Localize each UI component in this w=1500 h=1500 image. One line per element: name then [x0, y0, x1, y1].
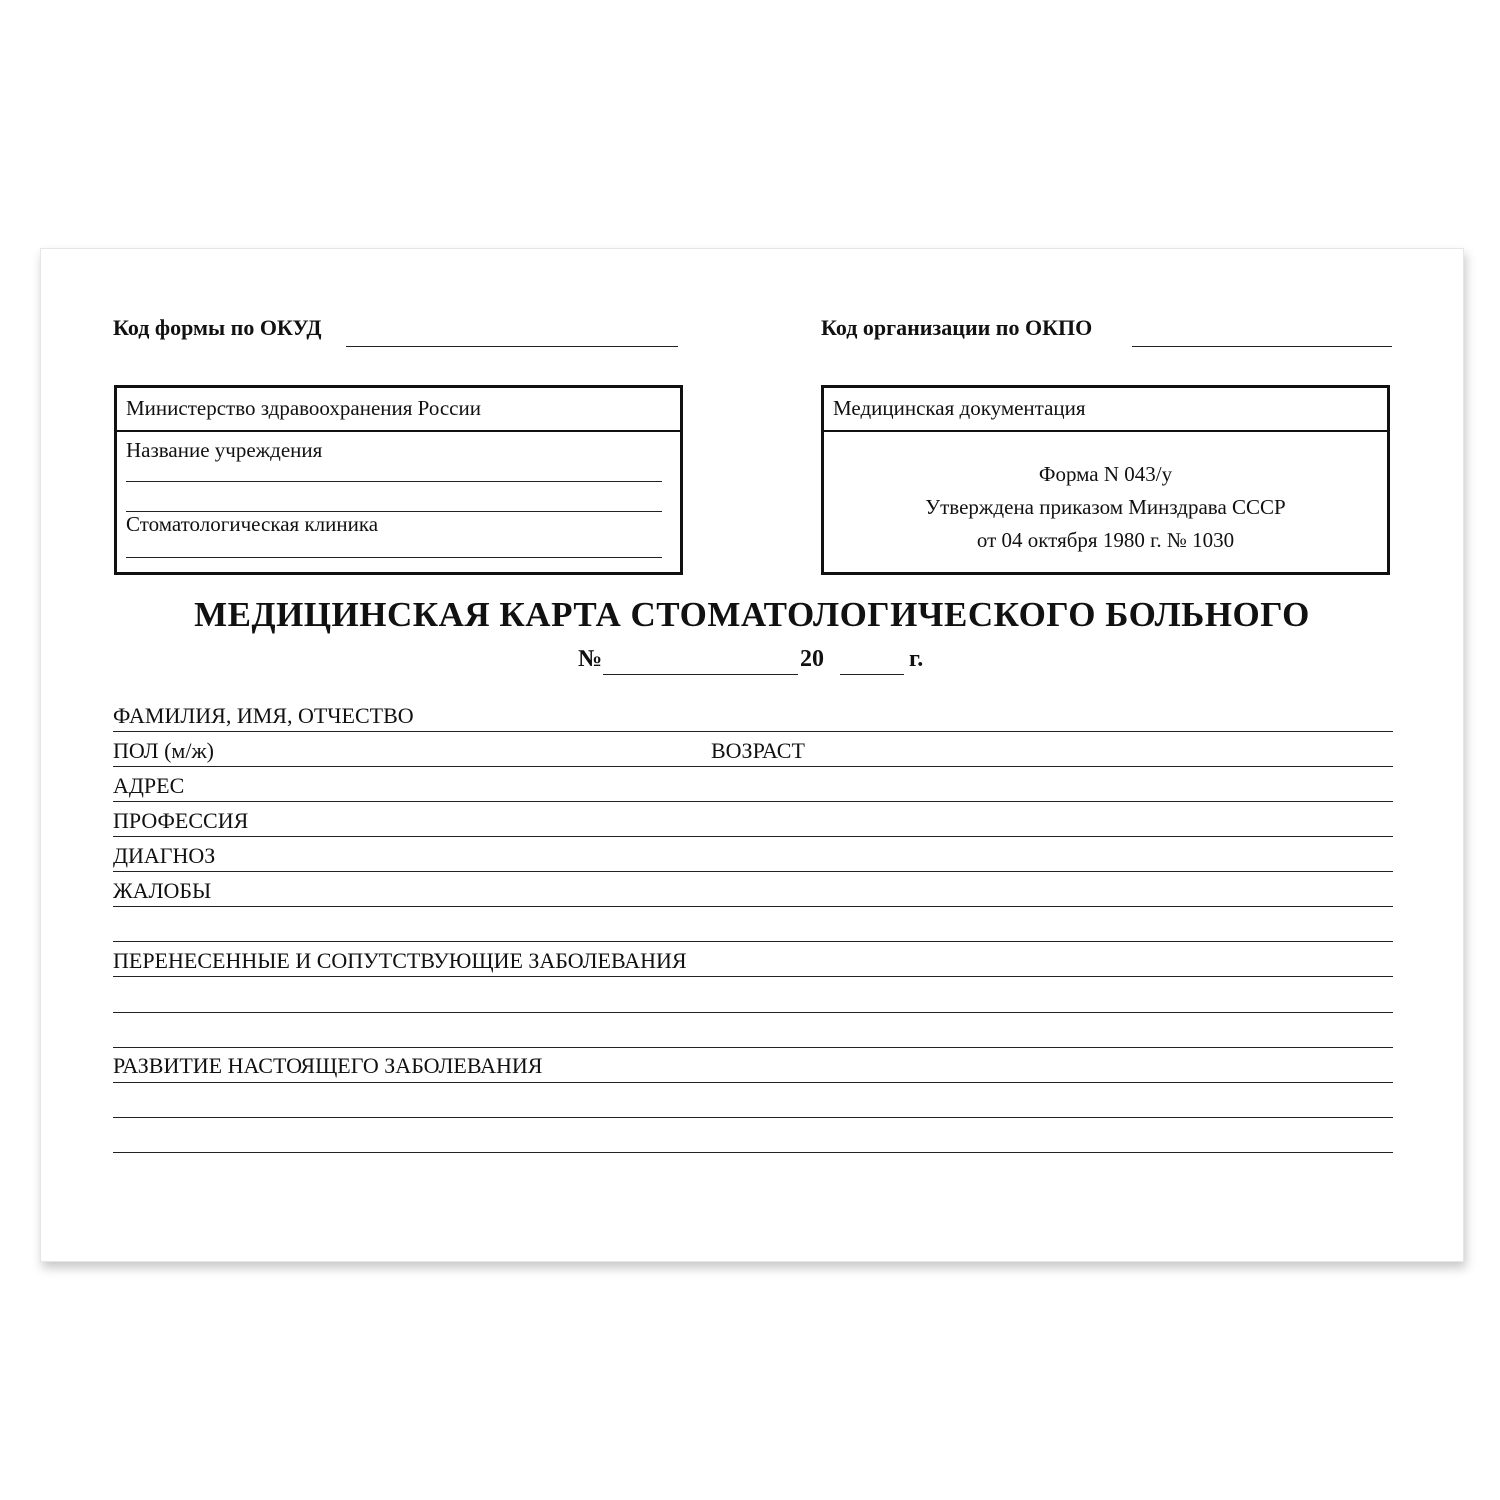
okud-code-label: Код формы по ОКУД	[113, 315, 322, 340]
clinic-label: Стоматологическая клиника	[126, 512, 379, 536]
past-diseases-field[interactable]	[113, 976, 1393, 977]
address-label: АДРЕС	[113, 773, 185, 798]
present-disease-field-3[interactable]	[113, 1152, 1393, 1153]
institution-name-label: Название учреждения	[126, 438, 323, 462]
sex-label: ПОЛ (м/ж)	[113, 738, 214, 763]
past-diseases-label: ПЕРЕНЕСЕННЫЕ И СОПУТСТВУЮЩИЕ ЗАБОЛЕВАНИЯ	[113, 948, 687, 973]
document-title: МЕДИЦИНСКАЯ КАРТА СТОМАТОЛОГИЧЕСКОГО БОЛЬНОГО	[194, 595, 1310, 634]
approval-text: Утверждена приказом Минздрава СССР	[925, 495, 1286, 519]
okud-code-field[interactable]	[346, 346, 678, 347]
documentation-header	[824, 388, 1387, 432]
ministry-header	[117, 388, 680, 432]
sex-age-field[interactable]	[113, 766, 1393, 767]
past-diseases-field-3[interactable]	[113, 1047, 1393, 1048]
complaints-field[interactable]	[113, 906, 1393, 907]
card-number-field[interactable]	[603, 674, 798, 675]
form-info-block	[824, 458, 1387, 557]
age-label: ВОЗРАСТ	[711, 738, 805, 763]
institution-box	[114, 385, 683, 575]
order-text: от 04 октября 1980 г. № 1030	[976, 528, 1235, 552]
complaints-label: ЖАЛОБЫ	[113, 878, 212, 903]
present-disease-label: РАЗВИТИЕ НАСТОЯЩЕГО ЗАБОЛЕВАНИЯ	[113, 1053, 543, 1078]
year-prefix: 20	[800, 646, 824, 672]
profession-field[interactable]	[113, 836, 1393, 837]
form-info-box	[821, 385, 1390, 575]
form-number: Форма N 043/у	[1038, 462, 1173, 486]
fio-field[interactable]	[113, 731, 1393, 732]
diagnosis-label: ДИАГНОЗ	[113, 843, 216, 868]
card-number-sign: №	[578, 646, 603, 672]
fio-label: ФАМИЛИЯ, ИМЯ, ОТЧЕСТВО	[113, 703, 414, 728]
okpo-code-field[interactable]	[1132, 346, 1392, 347]
ministry-label: Министерство здравоохранения России	[126, 396, 481, 420]
form-sheet	[40, 248, 1464, 1262]
year-field[interactable]	[840, 674, 904, 675]
present-disease-field-2[interactable]	[113, 1117, 1393, 1118]
address-field[interactable]	[113, 801, 1393, 802]
clinic-field[interactable]	[126, 557, 662, 558]
okpo-code-label: Код организации по ОКПО	[821, 315, 1093, 340]
documentation-label: Медицинская документация	[833, 396, 1086, 420]
complaints-field-2[interactable]	[113, 941, 1393, 942]
past-diseases-field-2[interactable]	[113, 1012, 1393, 1013]
institution-name-field[interactable]	[126, 481, 662, 482]
diagnosis-field[interactable]	[113, 871, 1393, 872]
profession-label: ПРОФЕССИЯ	[113, 808, 249, 833]
year-suffix: г.	[909, 646, 924, 672]
present-disease-field[interactable]	[113, 1082, 1393, 1083]
